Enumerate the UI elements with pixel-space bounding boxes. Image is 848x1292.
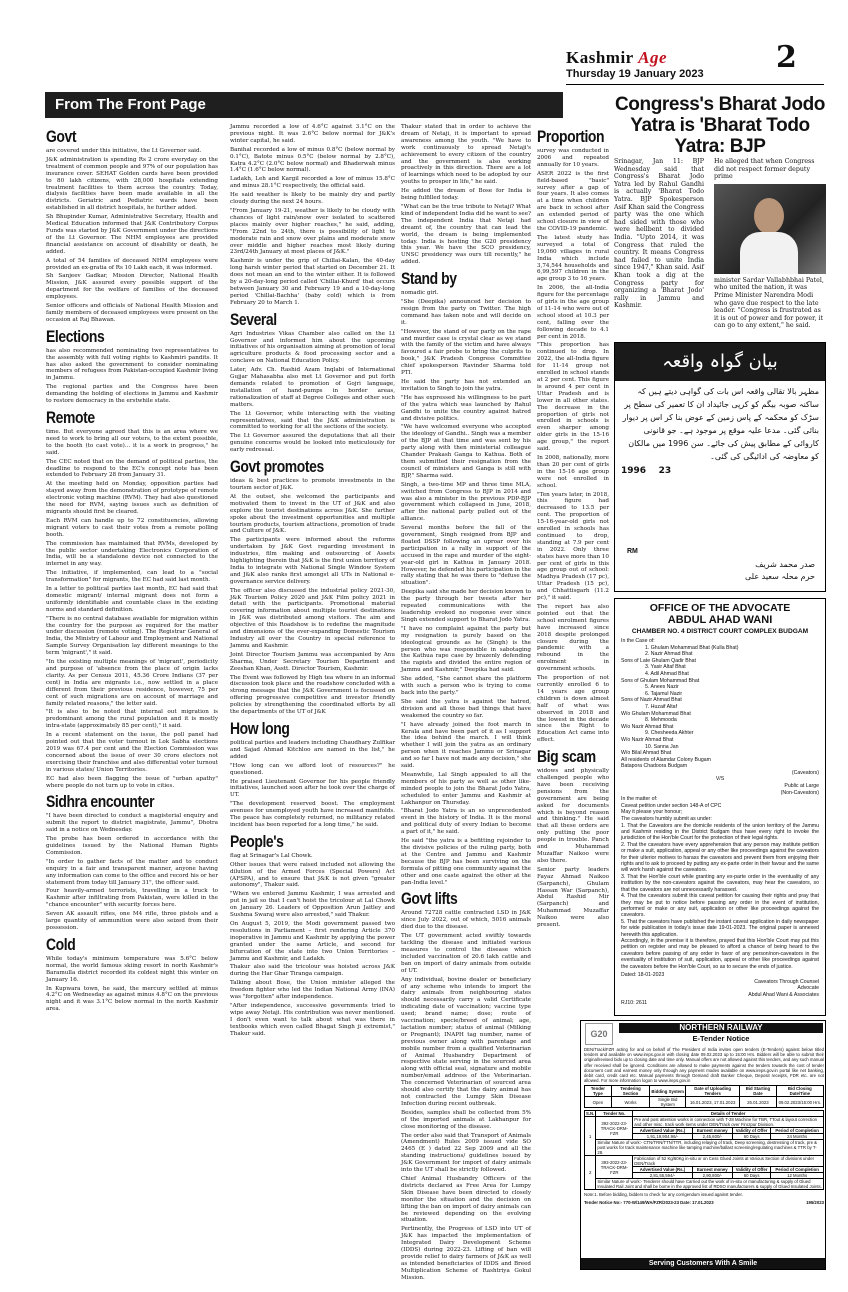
article [230, 720, 395, 829]
article-paragraph: In Kupwara town, he said, the mercury settled at minus 4.2°C on Wednesday as against minus 4.8°C on the previous night and it was 3.1°C below normal in the north Kashmir area. [46, 985, 218, 1013]
column-1 [46, 124, 218, 1269]
tender-value-header: Validity of Offer [733, 1167, 771, 1173]
legal-dated: Dated: 18-01-2023 [621, 971, 665, 978]
tender-sn: 1 [585, 1117, 596, 1156]
legal-line: W/o Nazir Ahmad Bhat [621, 736, 674, 743]
tender-summary-header: Bid Closing Date/Time [776, 1086, 823, 1097]
article-paragraph: Kashmir is under the grip of Chillai-Kalan, the 40-day long harsh winter period that started on December 21. It does not mean an end to the winter either. It is followed by a 20-day-long period called 'Chillai-Khurd' that occurs between January 30 and February 19 and a 10-day-long period 'Chillai-Bachha' (baby cold) which is from February 20 to March 1. [230, 258, 395, 306]
article-paragraph: The probe has been ordered in accordance with the guidelines issued by the National Human Rights Commission. [46, 836, 218, 856]
legal-line: (Non-Caveators) [780, 789, 819, 796]
tender-detail-header: S.N. [586, 1111, 595, 1117]
article [537, 128, 609, 744]
article-paragraph: "However, the stand of our party on the rape and murder case is crystal clear as we stand with the family of the victim and have always favoured a fair probe to bring the culprits to book," J&K Pradesh Congress Committee chief spokesperson Ravinder Sharma told PTI. [401, 328, 531, 377]
tender-note: Note:1. Before bidding, bidders to check for any corrigendum issued against tender. [584, 1192, 743, 1198]
legal-line: All residents of Alamdar Colony Bugam [621, 756, 711, 763]
article-paragraph: In 2006, the all-India figure for the percentage of girls in the age group of 11-14 who were out of school stood at 10.3 per cent, falling over the following decade to 4.1 per cent in 2018. [537, 285, 609, 340]
article-paragraph: The proportion of not currently enrolled 6 to 14 years age group children is down almost half of what was observed in 2018 and the lowest in the decade since the Right to Education Act came into effect. [537, 675, 609, 744]
article-heading[interactable]: How long [230, 718, 290, 738]
urdu-witness-notice [614, 342, 826, 592]
article [230, 833, 395, 1038]
legal-paragraph: 5. That the caveators have published the instant caveat application in daily newspaper for wide publication in today's issue date 19-01-2023. The original paper is annexed herewith this application. [621, 918, 819, 938]
article [46, 128, 218, 324]
legal-line: 8. Mehmooda [645, 717, 677, 724]
article-paragraph: The order also said that Transport of Animals (Amendment) Rules 2009 issued vide SO 2465 (E ) dated 22 Sep 2009 and all the standing instructions/ guidelines issued by J&K Government for import of dairy animals into the UT shall be strictly followed. [401, 1132, 531, 1174]
tender-value-earnest: 2,90,800/- [692, 1173, 732, 1179]
article-paragraph: Meanwhile, Lal Singh appealed to all the members of his party as well as other like-minded people to join the Bharat Jodo Yatra, scheduled to enter Jammu and Kashmir at Lakhanpur on Thursday. [401, 771, 531, 806]
article-paragraph: Talking about Bose, the Union minister alleged the freedom fighter who led the Indian National Army (INA) was "forgotten" after independence. [230, 980, 395, 1001]
article-paragraph: EC had also been flagging the issue of "urban apathy" where people do not turn up to vote in cities. [46, 775, 218, 789]
tender-value-header: Advertised Value (Rs.) [633, 1128, 692, 1134]
tender-detail-table [584, 1110, 824, 1190]
tender-number: 392-2022-23-TRACK-DRM-FZR [596, 1117, 633, 1140]
article-paragraph: The CEC noted that on the demand of political parties, the deadline to respond to the EC's concept note has been extended to February 28 from January 31. [46, 458, 218, 479]
legal-paragraph: 4. That the caveators submit this caveat petition for causing their rights and pray that they may be put to notice before passing any order in the event of institution, performed or make or any suit, application or other like proceedings against the caveators. [621, 893, 819, 919]
article-paragraph: time. But everyone agreed that this is an area where we need to work to bring all our voters, to the extent possible, to the booth (to cast vote)... it is a work in progress," he said. [46, 429, 218, 456]
legal-line: (Caveators) [791, 769, 819, 776]
article-paragraph: While today's minimum temperature was 5.6°C below normal, the world famous skiing resort in north Kashmir's Baramulla district recorded its coldest night this winter on January 16. [46, 955, 218, 983]
tender-summary-header: Bid Starting Date [740, 1086, 776, 1097]
article-paragraph: "There is no central database available for migration within the country for the purpose as required for the matter under discussion (remote voting). The Registrar General of India, the Ministry of Labour and Employment and National Sample Survey Organisation lay different meanings to the term 'migrant'," it said. [46, 615, 218, 657]
tender-detail-header: Details of Tender [633, 1111, 824, 1117]
bjp-story-headline-box [614, 92, 826, 157]
railway-tender-notice [580, 1020, 826, 1270]
tender-value-validity: 60 Days [733, 1173, 771, 1179]
tender-value-earnest: 2,45,600/- [692, 1134, 732, 1140]
urdu-notice-heading: بیان گواہ واقعہ [615, 343, 825, 381]
legal-line: Sons of Late Ghulam Qadir Bhat [621, 657, 696, 664]
article-paragraph: Agri Industries Vikas Chamber also called on the Lt Governor and informed him about the upcoming initiatives of his organisation aiming at promotion of local agriculture products & food processing sector and a conclave on National Education Policy. [230, 330, 395, 365]
article-heading[interactable]: Proportion [537, 127, 605, 146]
tender-value-header: Earnest money [692, 1128, 732, 1134]
article-paragraph: "This proportion has continued to drop. In 2022, the all-India figure for 11-14 group not enrolled in school stands at 2 per cent. This figure is around 4 per cent in Uttar Pradesh and is lower in all other states. The decrease in the proportion of girls not enrolled in schools is even sharper among older girls in the 15-16 age group," the report said. [537, 342, 609, 453]
tender-summary-table [584, 1085, 824, 1108]
legal-advocate-name: ABDUL AHAD WANI [667, 614, 773, 626]
legal-paragraphs [621, 823, 819, 970]
article-paragraph: Four heavily-armed terrorists, travelling in a truck to Kashmir after infiltrating from Pakistan, were killed in the "chance encounter" with security forces here. [46, 888, 218, 909]
legal-rm-code: RJ10: 2611 [621, 1000, 648, 1007]
article-paragraph: Senior party leaders Fayaz Ahmad Naikoo (Sarpanch), Ghulam Hassan War (Sarpanch), Abdul Rashid Mir (Sarpanch) and Muhammad Muzaffar Naikoo were also present. [537, 866, 609, 929]
article [401, 124, 531, 266]
article-paragraph: ASER 2022 is the first field-based "basic" survey after a gap of four years. It also comes at a time when children are back in school after an extended period of school closure in view of the COVID-19 pandemic. [537, 170, 609, 232]
tender-value-header: Period of Completion [771, 1167, 824, 1173]
legal-line: W/o Bilal Ahmad Bhat [621, 750, 672, 757]
article-paragraph: Senior officers and officials of National Health Mission and family members of deceased employees were present on the occasion at Raj Bhawan. [46, 303, 218, 323]
tender-summary-value: 26.01.2023 [740, 1097, 776, 1108]
tender-number: 393-2022-23-TRACK-DRM-FZR [596, 1156, 633, 1179]
tender-value-header: Period of Completion [771, 1128, 824, 1134]
tender-intro: DEN/Track/FZR acting for and on behalf of The President of India invites open tenders (E-Tenders) against below titled tenders and available on www.ireps.gov.in with closing date 09.02.2023 up to 15:00 Hrs. Bidders will be able to submit their original/revised bids up to closing date and time only. Manual offers are not allowed against this tenders, and any such manual offer received shall be ignored. Conditions are allowed to make payments against the tenders towards the cost of tender document cost and earnest money only through any payment modes available on www.ireps.gov.in portal like net banking, debit card, credit card etc. Manual payments through Demand draft Banker Cheque, Deposit receipts, FDR etc. are not allowed. For more information logon to www.ireps.gov.in [584, 1047, 824, 1084]
article-heading[interactable]: Big scam [537, 747, 596, 767]
newspaper-logo[interactable]: Kashmir Age [566, 48, 668, 67]
tender-similar-work: Similar Nature of work:- Tenderer should have Carried out the work of in-situ or manufacturing & supply of Glued Insulated Rail Joint and shall be borne in the approved list of RDSO manufacturers & supply of Glued Insulated Joints. [597, 1179, 822, 1190]
article-paragraph: The participants were informed about the reforms undertaken by J&K Govt regarding investment in industries, film making and outsourcing of Assets highlighting therein that J&K is the first union territory of India to integrate with National Single Window System and J&K also ranks first amongst all UTs in National e-governance service delivery. [230, 537, 395, 585]
article-heading[interactable]: Elections [46, 326, 105, 346]
article-paragraph: Banihal recorded a low of minus 0.8°C (below normal by 0.1°C), Batote minus 0.5°C (below normal by 2.8°C), Katra 4.2°C (2.0°C below normal) and Bhaderwah minus 1.4°C (1.6°C below normal). [230, 146, 395, 174]
article-paragraph: In a recent statement on the issue, the poll panel had pointed out that the voter turnout in Lok Sabha elections 2019 was 67.4 per cent and the Election Commission was concerned about the issue of over 30 crore electors not exercising their franchise and also differential voter turnout in various states/ Union Territories. [46, 732, 218, 773]
article-heading[interactable]: Govt [46, 127, 77, 146]
legal-line: 9. Chesheeda Akhter [645, 730, 694, 737]
article-paragraph: nomadic girl. [401, 290, 439, 297]
legal-line: 2. Nazir Ahmad Bhat [645, 651, 693, 658]
article-paragraph: "She (Deepika) announced her decision to resign from the party on Twitter. The high command has taken note and will decide on it. [401, 299, 531, 326]
article-paragraph: Other issues that were raised included not allowing the dilution of the Armed Forces (Special Powers) Act (AFSPA), and to ensure that J&K is not given "greater autonomy", Thakur said. [230, 861, 395, 889]
article-heading[interactable]: People's [230, 831, 284, 851]
legal-line: 10. Sanna Jan [645, 743, 679, 750]
article-paragraph: "In order to gather facts of the matter and to conduct enquiry in a fair and transparent manner, anyone having any information can come to the office and record his or her statement from today till January 31", the officer said. [46, 858, 218, 886]
article-paragraph: At the outset, she welcomed the participants and motivated them to invest in the UT of J&K and also explore the tourist destinations across J&K. She further spoke about the investment opportunities and multiple tourism products, tourism attractions, promotion of trade and Culture of J&K. [230, 493, 395, 535]
article [46, 936, 218, 1013]
article-paragraph: Thakur stated that in order to achieve the dream of Netaji, it is important to spread awareness among the youth. "We have to work continuously to spread Netaji's achievement to every citizen of the country and the government is also working proactively in this direction. There are a lot of learnings which need to be adopted by our youths to prosper in life," he said. [401, 124, 531, 186]
article-paragraph: ideas & best practices to promote investments in the tourism sector of J&K. [230, 478, 395, 491]
g20-logo: G20 [585, 1023, 613, 1045]
article-paragraph: Singh, a two-time MP and three time MLA, switched from Congress to BJP in 2014 and was also a minister in the previous PDP-BJP government which collapsed in June, 2018, after the national party pulled out of the alliance. [401, 481, 531, 523]
article [230, 458, 395, 716]
legal-line: May it please your honour; [621, 809, 683, 816]
legal-line: 1. Ghulam Mohammad Bhat (Kulla Bhat) [645, 644, 739, 651]
article-paragraph: She added, "She cannot share the platform with such a person who is trying to come back into the party." [401, 676, 531, 696]
article-paragraph: survey was conducted in 2006 and repeated annually for 10 years. [537, 148, 609, 168]
article-paragraph: The officer also discussed the industrial policy 2021-30, J&K Tourism Policy 2020 and J&K Film policy 2021 in detail with the participants. Promotional material covering information about multiple tourist destinations in J&K was distributed among visitors. The aim and objective of this Roadshow is to redefine the magnitude and dimensions of the ever-expanding Domestic Tourism Industry all over the Country in special reference to Jammu and Kashmir. [230, 587, 395, 649]
tender-summary-header: Tendering Section [611, 1086, 649, 1097]
legal-line: 7. Huzaif Altaf [645, 703, 678, 710]
tender-detail-header: Tender No. [596, 1111, 633, 1117]
legal-paragraph: 3. That the Hon'ble court while granting any ex-parte order in the eventuality of any institution by the non-caveators against the caveators, may hear the caveators, so that the caveators are not unnecessarily harassed. [621, 873, 819, 893]
article-paragraph: has also recommended nominating two representatives to the assembly with full voting rights to Kashmiri pandits. It has also asked the government to consider nominating members of refugees from Pakistan-occupied Kashmir living in Jammu. [46, 347, 218, 382]
tender-value-completion: 24 Months [771, 1134, 824, 1140]
article-paragraph: At the meeting held on Monday, opposition parties had stayed away from the demonstration of prototype of remote electronic voting machine (RVM). They had also questioned the need for RVM, saying issues such as definition of migrants should first be cleared. [46, 481, 218, 515]
tender-details: Pre and post attention works in connection with T-28 Machine for TBR, TTout & layout correction and other misc. track work items under DEN/Track over Firozpur Division. [633, 1117, 824, 1128]
article-paragraph: Ladakh, Leh and Kargil recorded a low of minus 15.8°C and minus 28.1°C respectively, the official said. [230, 176, 395, 190]
article-paragraph: political parties and leaders including Chaudhary Zulfikar and Sajad Ahmad Kitchloo are named in the list," he added [230, 739, 395, 760]
article-paragraph: "What can be the true tribute to Netaji? What kind of independent India did he want to see? The independent India that Netaji had dreamt of, the country that can lead the world, the dream is being implemented today. India is hosting the G20 presidency this year. We have the SCO presidency, UNSC presidency was ours till recently," he added. [401, 203, 532, 266]
bjp-story-text-top: He alleged that when Congress did not respect former deputy prime [714, 158, 815, 181]
bjp-story-right-column [714, 158, 826, 330]
urdu-notice-signatories: صدر محمد شریف حرم محلہ سعید علی [745, 560, 815, 581]
legal-line: V/S [715, 776, 725, 783]
article-paragraph: In a letter to political parties last month, EC had said that domestic migrant/ internal migrant does not form a uniformly identifiable and countable class in the existing norms and standard definition. [46, 586, 218, 613]
article-paragraph: "I have no complaint against the party but my resignation is purely based on the ideological grounds as he (Singh) is the person who was responsible in sabotaging the Kathua rape case by brazenly defending the rapists and divided the entire region of Jammu and Kashmir," Deepika had said. [401, 625, 531, 674]
article-paragraph: Jammu recorded a low of 4.6°C against 3.1°C on the previous night. It was 2.6°C below normal for J&K's winter capital, he said. [230, 124, 395, 144]
legal-line: In the Case of: [621, 638, 655, 644]
article-paragraph: Besides, samples shall be collected from 5% of the imported animals at Lakhanpur for close monitoring of the disease. [401, 1109, 531, 1130]
tender-value-advertised: 1,91,19,904.96/- [633, 1134, 692, 1140]
article-paragraph: Thakur also said the tricolour was hoisted across J&K during the Har Ghar Tiranga campaign. [230, 964, 395, 978]
tender-body [584, 1047, 824, 1205]
legal-advocate-label: Advocate [797, 985, 819, 992]
bjp-story-text: Srinagar, Jan 11: BJP Wednesday said that Congress's Bharat Jodo Yatra led by Rahul Gandhi is actually 'Bharat Todo Yatra. BJP Spokesperson Asif Khan said the Congress party was the one which had sided with those who were hellbent to divided India. "Upto 2014, it was Congress that ruled the country. It means Congress had failed to unite India since 1947," Khan said. Asif Khan took a dig at the Congress party for organizing a 'Bharat Jodo' rally in Jammu and Kashmir. [614, 158, 704, 310]
article-paragraph: "From January 19-21, weather is likely to be cloudy with chances of light rain/snow over isolated to scattered places mainly over higher reaches," he said, adding, "From 22nd to 24th, there is possibility of light to moderate rain and snow over plains and moderate snow over middle and higher reaches most likely during 23rd/24th January at most places of J&K." [230, 207, 395, 256]
article-paragraph: She said the yatra is against the hatred, division and all those bad things that have weakened the country so far. [401, 698, 531, 719]
tender-summary-value: 16.01.2023, 17.01.2023 [686, 1097, 740, 1108]
photo-face [754, 198, 784, 234]
legal-line: The caveators humbly submit as under: [621, 816, 712, 823]
article-paragraph: He said the party has not extended an invitation to Singh to join the yatra. [401, 379, 531, 392]
legal-line: Sons of Ghulam Mohammad Bhat [621, 677, 700, 684]
article-paragraph: "Bharat Jodo Yatra is an so unprecedented event in the history of India. It is the moral and political duty of every Indian to become a part of it," he said. [401, 808, 531, 836]
article-paragraph: "He has expressed his willingness to be part of the yatra which was launched by Rahul Gandhi to unite the country against hatred and divisive politics. [401, 394, 531, 422]
article-paragraph: He said "the yatra is a befitting rejoinder to the divisive policies of the ruling party, both at the Centre and Jammu and Kashmir because the BJP has been surviving on the formula of pitting one community against the other and one caste against the other at the pan-India level." [401, 838, 531, 886]
article-paragraph: He said weather is likely to be mainly dry and partly cloudy during the next 24 hours. [230, 192, 395, 206]
article [401, 890, 531, 1281]
article-paragraph: The Lt Governor assured the deputations that all their genuine concerns would be looked into meticulously for early redressal. [230, 433, 395, 454]
legal-line: Caveat petition under section 148-A of CPC [621, 802, 722, 809]
legal-line: 6. Tajamul Nazir [645, 690, 683, 697]
tender-summary-value: 09.02.2023/15:00 Hrs. [776, 1097, 823, 1108]
legal-paragraph: Accordingly, in the premise it is therefore, prayed that this Hon'ble Court may put this petition on register and may be pleased to afford a chance of being heard to the caveators before passing of any order in favor of any person/non-caveators in the eventuality of institution of suit, application, appeal or other like proceedings against the caveators before the Hon'ble Court, so as to secure the ends of justice. [621, 937, 819, 970]
article-paragraph: Around 72728 cattle contracted LSD in J&K since July 2022, out of which, 5016 animals died due to the disease. [401, 910, 531, 931]
legal-line: W/o Ghulam Mohammad Bhat [621, 710, 691, 717]
article-paragraph: Seven AK assault rifles, one M4 rifle, three pistols and a large quantity of ammunition were also seized from their possession. [46, 911, 218, 931]
legal-office-title: OFFICE OF THE ADVOCATE [649, 602, 791, 614]
article-paragraph: On August 5, 2019, the Modi government passed two resolutions in Parliament – first rendering Article 370 inoperative in Jammu and Kashmir by applying the power granted under the same Article, and second for bifurcation of the state into two Union Territories – Jammu and Kashmir, and Ladakh. [230, 921, 395, 962]
tender-code: Tender Notice No:- 770-W/149/WA/FZR/2023-23 Date: 17.01.2023 195/2023 [584, 1199, 824, 1205]
article-paragraph: "I have been directed to conduct a magisterial enquiry and submit the report to district magistrate, Jammu", Dhotra said in a notice on Wednesday. [46, 813, 218, 834]
article [46, 328, 218, 405]
article-paragraph: Any individual, bovine dealer or beneficiary of any scheme who intends to import the dairy animals from neighbouring states should necessarily carry a valid Certificate indicating date of vaccination; vaccine type used; brand name; dose; route of vaccination; specie/breed of animal; age, lactation number; status of animal (Milking or Pregnant); INAPH tag number, name of previous owner along with parentage and mobile number from a qualified Veterinarian of Animal Husbandry Department of respective state serving in the sourced area along with official seal, signature and mobile number/email address of the Veterinarian. The concerned Veterinarian of sourced area should also certify that the dairy animal has not contracted the Lumpy Skin Disease Infection during recent outbreak. [401, 976, 531, 1107]
article [230, 124, 395, 307]
urdu-notice-day: 23 [658, 466, 672, 476]
bjp-story-headline[interactable]: Congress's Bharat Jodo Yatra is 'Bharat Todo Yatra: BJP [614, 94, 826, 157]
article-paragraph: Pertinently, the Progress of LSD into UT of J&K has impacted the implementation of Integrated Dairy Development Scheme (IDDS) during 2022-23. Lifting of ban will provide relief to dairy farmers of J&K as well as intended beneficiaries of IDDS and Breed Multiplication Scheme of Rashtriya Gokul Mission. [401, 1226, 531, 1281]
column-3 [401, 124, 532, 1281]
tender-value-header: Earnest money [692, 1167, 732, 1173]
tender-summary-value: Open [585, 1097, 612, 1108]
article [537, 748, 609, 929]
article-paragraph: Joint Director Tourism Jammu was accompanied by Anu Sharma, Under Secretary Tourism Department and Zeeshan Khan, Asstt. Director Tourism, Kashmir. [230, 651, 395, 672]
masthead-divider [566, 84, 824, 85]
article-paragraph: The regional parties and the Congress have been demanding the holding of elections in Jammu and Kashmir to restore democracy in the erstwhile state. [46, 384, 218, 405]
article-paragraph: Sh Bhupinder Kumar, Administrative Secretary, Health and Medical Education informed that J&K Contributory Corpus Funds was started by J&K Government under the directions of the Lt Governor. The NHM employees are provided financial assistance on account of disability or death, he added. [46, 214, 218, 255]
legal-line: In the matter of: [621, 796, 658, 803]
article-heading[interactable]: Govt promotes [230, 457, 324, 477]
legal-line: Batapora Chadoora Budgam [621, 763, 688, 770]
article-paragraph: The report has also pointed out that the school enrolment figures have increased since 2018 despite prolonged closure during the pandemic with a rebound in the enrolment in government schools. [537, 604, 609, 673]
legal-paragraph: 2. That the caveators have every apprehension that any person may institute petition or make a suit, application, appeal or any other like proceedings against the caveators for their ulterior motives to harass the caveators and prevent them from enjoying their rights and to ask to proceed by putting any ex-parte order in their favour and the same will work harsh against the caveators. [621, 841, 819, 874]
article-paragraph: He praised Lieutenant Governor for his people friendly initiatives, launched soon after he took over the charge of UT. [230, 778, 395, 799]
legal-advocate-firm: Abdul Ahad Wani & Associates [748, 991, 819, 998]
article-paragraph: The commission has maintained that RVMs, developed by the public sector undertaking Electronics Corporation of India, will be a standalone device not connected to the internet in any way. [46, 540, 218, 568]
e-tender-heading: E-Tender Notice [692, 1034, 750, 1043]
article-heading[interactable]: Stand by [401, 269, 457, 289]
article-paragraph: "It is also to be noted that internal out migration is predominant among the rural population and it is mostly intra-state (approximately 85 per cent)," it said. [46, 709, 218, 730]
legal-line: Sons of Nazir Ahmad Bhat [621, 697, 682, 704]
tender-summary-header: Date of Uploading Tenders [686, 1086, 740, 1097]
article-paragraph: "We have welcomed everyone who accepted the ideology of Gandhi.. Singh was a member of the BJP at that time and was sent by his party along with then ministerial colleague Chander Prakash Ganga to Kathua. Both of them submitted their resignation from the council of ministers and Ganga is still with BJP," Sharma said. [401, 424, 531, 479]
article-paragraph: Each RVM can handle up to 72 constituencies, allowing migrant voters to cast their votes from a remote polling booth. [46, 517, 218, 538]
tender-summary-header: Tender Type [585, 1086, 612, 1097]
article-heading[interactable]: Sidhra encounter [46, 792, 155, 812]
article-paragraph: In 2008, nationally, more than 20 per cent of girls in the 15-16 age group were not enrolled in school. [537, 454, 609, 489]
article-paragraph: "Ten years later, in 2018, this figure had decreased to 13.5 per cent. The proportion of 15-16-year-old girls not enrolled in schools has continued to drop, standing at 7.9 per cent in 2022. Only three states have more than 10 per cent of girls in this age group out of school: Madhya Pradesh (17 pc), Uttar Pradesh (15 pc), and Chhattisgarh (11.2 pc)," it said. [537, 491, 609, 602]
tender-summary-value: Single Bid System [650, 1097, 686, 1108]
article-paragraph: "I have already joined the foot march in Kerala and have been part of it as I support the idea behind the march. I will think whether I will join the yatra as an ordinary person when it reaches Jammu or Srinagar and so far I have not made any decision," she said. [401, 721, 531, 770]
bjp-story-text-bottom: minister Sardar Vallabhbhai Patel, who united the nation, it was Prime Minister Narendra Modi who gave due respect to the late leader. "Congress is frustrated as it is out of power and for power, it can go to any extent," he said. [714, 276, 824, 330]
article [230, 311, 395, 454]
column-2 [230, 124, 395, 1269]
article-paragraph: Several months before the fall of the government, Singh resigned from BJP and floated DSSP following an uproar over his participation in a rally in support of the accused in the rape and murder of the eight-year-old girl in Kathua in January 2018. However, he defended his participation in the rally stating that he was there to "defuse the situation". [401, 525, 531, 587]
article-paragraph: "The development reserved boost. The employment avenues for unemployed youth have increased manifolds. The peace has completely returned, no militancy related incident has been reported for a long time," he said. [230, 801, 395, 828]
article [46, 793, 218, 932]
tender-details: Fabrication of 52 Kg/60Kg in-situ or on Cess Glued Joints at Various Section of divisions under DEN/Track [633, 1156, 824, 1167]
tender-summary-header: Bidding System [650, 1086, 686, 1097]
article-paragraph: The latest study has surveyed a total of 19,060 villages in rural India which include 3,74,544 households and 6,99,597 children in the age group 3 to 16 years. [537, 234, 609, 283]
article [401, 270, 531, 886]
article-paragraph: The initiative, if implemented, can lead to a "social transformation" for migrants, the EC had said last month. [46, 570, 218, 584]
article-paragraph: The Lt Governor, while interacting with the visiting representatives, said that the J&K administration is committed to working for all the sections of the society. [230, 410, 395, 431]
article-paragraph: J&K administration is spending Rs 2 crore everyday on the treatment of common people and 97% of our population has insurance cover. SEHAT Golden cards have been provided to 80 lakh citizens, with 28,000 hospitals extending treatment facilities to them across the country. Today, dialysis facilities have been made available in all the districts. Geriatric and Pediatric wards have been established in all district hospitals, he further added. [46, 156, 218, 212]
tender-value-advertised: 2,81,55,594/- [633, 1173, 692, 1179]
legal-paragraph: 1. That the Caveators are the domicile residents of the union territory of the Jammu and Kashmir residing in the District Budgam thus have every right to invoke the jurisdiction of the Hon'ble Court for the protection of their legal rights. [621, 822, 819, 842]
spokesperson-photo [714, 184, 826, 274]
article-heading[interactable]: Cold [46, 934, 76, 954]
article-paragraph: are covered under this initiative, the Lt Governor said. [46, 148, 202, 154]
article-paragraph: A total of 54 families of deceased NHM employees were provided an ex-gratia of Rs 10 Lakh each, it was informed. [46, 257, 218, 271]
legal-line: 3. Yasir Altaf Bhat [645, 664, 686, 671]
article-heading[interactable]: Remote [46, 408, 95, 427]
tender-summary-value: Works [611, 1097, 649, 1108]
urdu-notice-body: مظہر بالا تقالی واقعہ اس بات کی گواہی دیتے ہیں کہ ساکنہ صوبہ بیگم کو کرپی جائیداد ان کا تعمیر کی سطح پر سڑک کو محکمہ کے پاس زمین کے عوض بنا کر اس پر دیوار بنائی گئی۔ مدعا علیہ موقع پر موجود ہے۔ جو قانونی کاروائی کے مطابق پیش کی جائے۔ سن 1996 میں مالکان کو معاوضہ کی ادائیگی کی گئی۔ 1996 23 [621, 387, 819, 476]
tender-value-header: Validity of Offer [733, 1128, 771, 1134]
article-paragraph: The UT government acted swiftly towards tackling the disease and initiated various measures to control the disease which included vaccination of 20.6 lakh cattle and ban on import of dairy animals from outside of UT. [401, 933, 531, 974]
article-paragraph: flag at Srinagar's Lal Chowk. [230, 852, 313, 859]
tender-similar-work: Similar Nature of work:- CTN/TRN/TTN/TTR, including relaying of track, Deep screening, destressing of track, pre & post works for track maintenance machine like tamping machine/ballast screening/regulating machines & TTR by T-28. [596, 1140, 824, 1156]
section-banner: From The Front Page [45, 92, 563, 118]
photo-body [740, 232, 798, 274]
article-paragraph: "After independence, successive governments tried to wipe away Netaji. His contribution was never mentioned. I don't even want to talk about what was there in textbooks which even called Bhagat Singh ji extremist," Thakur said. [230, 1002, 395, 1037]
advocate-caveat-notice [614, 598, 826, 1016]
legal-party-list [621, 638, 819, 823]
legal-line: W/o Nazir Ahmad Bhat [621, 723, 674, 730]
article-heading[interactable]: Several [230, 309, 277, 329]
tender-ref: 195/2023 [806, 1199, 824, 1205]
issue-date: Thursday 19 January 2023 [566, 68, 704, 80]
article-paragraph: "When we entered Jammu Kashmir, I was arrested and put in jail so that I can't hoist the tricolour at Lal Chowk on January 26. Leaders of Opposition Arun Jaitley and Sushma Swaraj were also arrested," said Thakur. [230, 891, 395, 919]
tender-value-completion: 12 Months [771, 1173, 824, 1179]
article [46, 409, 218, 789]
article-paragraph: "How long can we afford loot of resources?" he questioned. [230, 762, 395, 776]
legal-line: Public at Large [784, 783, 819, 790]
article-paragraph: The Event was followed by High tea where in an informal discussion took place and the roadshow concluded with a strong message that the J&K Government is focussed on offering progressive competitive and investor friendly policies by strengthening the coordinated efforts by all the departments of the UT of J&K [230, 674, 395, 716]
tender-header [581, 1021, 825, 1045]
article-paragraph: "In the existing multiple meanings of 'migrant', periodicity and purpose of 'absence from the place of origin lacks clarity. As per Census 2011, 45.36 Crore Indians (37 per cent) in India are migrants i.e., now settled in a place different from their previous residence, however, 75 per cent of such migrations are on account of marriage and family related reasons," the letter said. [46, 659, 218, 707]
urdu-notice-year: 1996 [621, 466, 647, 476]
bjp-story [614, 158, 826, 333]
tender-value-validity: 60 Days [733, 1134, 771, 1140]
legal-line: 5. Anees Nazir [645, 684, 679, 691]
tender-footer-slogan: Serving Customers With A Smile [581, 1258, 825, 1269]
legal-line: 4. Adil Ahmad Bhat [645, 670, 689, 677]
legal-chamber: CHAMBER NO. 4 DISTRICT COURT COMPLEX BUDGAM [631, 628, 809, 635]
article-heading[interactable]: Govt lifts [401, 889, 458, 909]
page-number: 2 [776, 40, 797, 75]
article-paragraph: Sh Sanjeev Gadkar, Mission Director, National Health Mission, J&K assured every possible support of the department for the welfare of families of the deceased employees. [46, 273, 218, 301]
northern-railway-banner: NORTHERN RAILWAY [619, 1023, 823, 1033]
article-paragraph: He added the dream of Bose for India is being fulfilled today. [401, 188, 531, 202]
article-paragraph: Deepika said she made her decision known to the party through her tweets after her repeated communications with the leadership evoked no response ever since Singh extended support to Bharat Jodo Yatra. [401, 589, 531, 623]
article-paragraph: Chief Animal Husbandry Officers of the districts declared as Free Area for Lumpy Skin Disease have been directed to closely monitor the situation and the decision on lifting the ban on import of dairy animals can be reviewed depending on the evolving situation. [401, 1175, 531, 1224]
article-paragraph: widows and physically challenged people who have been receiving pensions from the government are being asked for documents which is beyond reason and thinking." He said that all these orders are only putting the poor people in trouble. Panch and Muhammad Muzaffar Naikoo were also there. [537, 768, 609, 864]
tender-value-header: Advertised Value (Rs.) [633, 1167, 692, 1173]
urdu-notice-code: RM [627, 548, 638, 555]
tender-sn: 2 [585, 1156, 596, 1190]
article-paragraph: Later, Adv. Ch. Rashid Azam Inqlabi of International Gujjar Mahasabha also met Lt Governor and put forth demands related to promotion of Gojri language, installation of hand-pumps in border areas, rationalization of staff at Degree Colleges and other such matters. [230, 367, 395, 408]
legal-counsel: Caveators Through Counsel [754, 978, 819, 985]
